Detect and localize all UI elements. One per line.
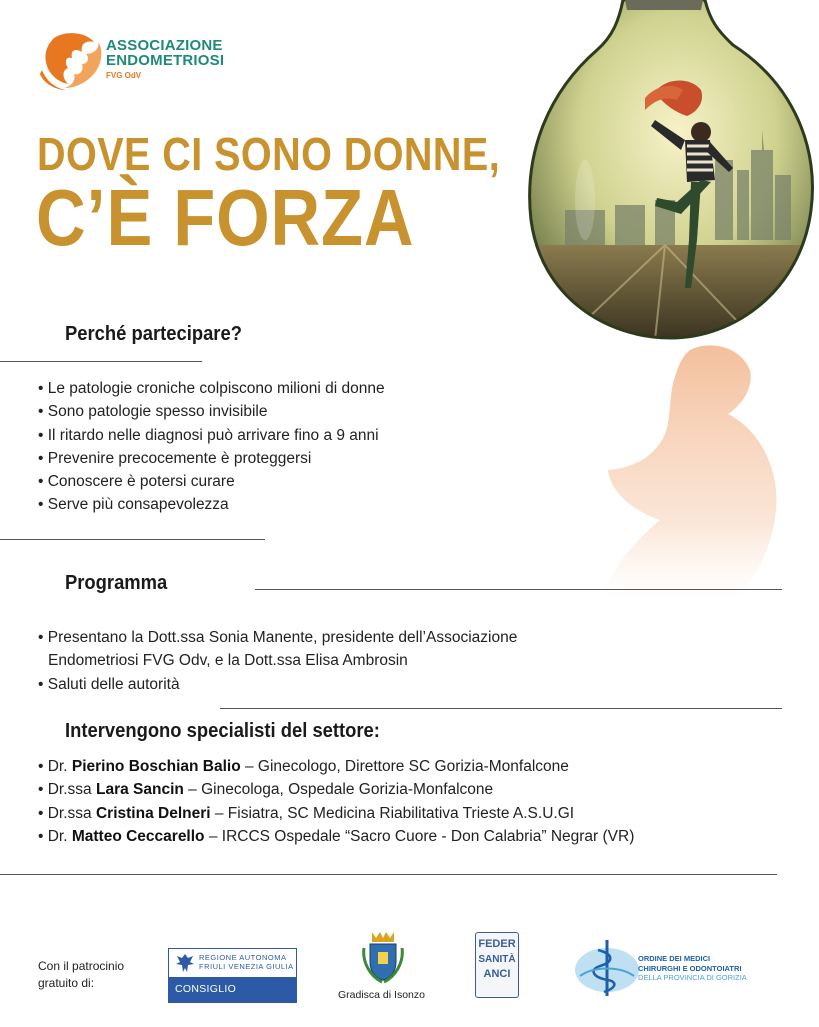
list-item: • Prevenire precocemente è proteggersi [38,447,385,470]
list-item: • Saluti delle autorità [38,673,517,696]
specialist-name: Matteo Ceccarello [71,827,205,845]
specialist-name: Cristina Delneri [95,804,211,822]
why-bottom-divider [0,539,265,540]
list-item: • Il ritardo nelle diagnosi può arrivare fino a 9 anni [38,424,385,447]
logo-line-1: ASSOCIAZIONE [106,37,223,54]
federsanita-line-2: SANITÀ [478,954,516,965]
specialist-prefix: Dr. [47,758,68,775]
list-item [38,825,634,848]
why-section-title: Perché partecipare? [65,323,242,345]
ordine-medici-gorizia-logo [574,936,774,998]
logo-line-3: FVG OdV [106,71,142,80]
why-title-divider [0,361,202,362]
list-item: • Serve più consapevolezza [38,493,385,516]
list-item: • Sono patologie spesso invisibile [38,400,385,423]
lightbulb-illustration [505,0,819,380]
patronage-line-1: Con il patrocinio [38,959,125,973]
federsanita-line-1: FEDER [478,938,516,950]
specialist-description: – Ginecologa, Ospedale Gorizia-Monfalcone [183,781,494,799]
list-item-continuation: Endometriosi FVG Odv, e la Dott.ssa Elisa Ambrosin [48,652,408,670]
specialist-description: – Ginecologo, Direttore SC Gorizia-Monfalcone [240,758,569,775]
association-logo-text [106,38,224,80]
gradisca-coat-of-arms-icon [360,928,406,984]
eagle-icon [175,952,195,974]
patronage-line-2: gratuito di: [38,976,95,990]
specialist-description: – IRCCS Ospedale “Sacro Cuore - Don Calabria” Negrar (VR) [204,827,635,845]
why-list [38,377,385,517]
specialist-name: Pierino Boschian Balio [71,758,241,775]
patronage-label [38,958,124,992]
fvg-regional-council-logo [168,948,297,1020]
fvg-line-1: REGIONE AUTONOMA [199,953,287,962]
specialists-section-title: Intervengono specialisti del settore: [65,720,380,742]
specialists-list [38,755,634,848]
headline-line-1: DOVE CI SONO DONNE, [37,128,501,180]
caduceus-icon [574,936,640,998]
list-item [38,755,634,778]
association-logo-icon [36,30,106,92]
list-item: • Presentano la Dott.ssa Sonia Manente, presidente dell’Associazione [38,626,517,649]
ordine-line-3: DELLA PROVINCIA DI GORIZIA [638,973,747,982]
ordine-line-2: CHIRURGHI E ODONTOIATRI [638,963,742,973]
program-list [38,626,517,696]
list-item [38,802,634,825]
program-section-title: Programma [65,572,168,594]
specialist-prefix: Dr.ssa [47,781,92,799]
list-item: • Le patologie croniche colpiscono milioni di donne [38,377,385,400]
specialist-description: – Fisiatra, SC Medicina Riabilitativa Trieste A.S.U.GI [210,804,575,822]
headline-line-2: C’È FORZA [36,173,415,262]
program-bottom-divider [220,708,782,709]
fvg-council-label: CONSIGLIO REGIONALE [169,977,296,1002]
federsanita-anci-logo [475,932,519,998]
specialists-bottom-divider [0,874,777,875]
list-item: • Conoscere è potersi curare [38,470,385,493]
gradisca-label: Gradisca di Isonzo [338,989,425,1001]
list-item [38,778,634,801]
fvg-text [199,953,294,971]
specialist-prefix: Dr. [47,827,68,845]
logo-line-2: ENDOMETRIOSI [106,52,225,69]
fvg-line-2: FRIULI VENEZIA GIULIA [199,962,294,971]
specialist-prefix: Dr.ssa [47,804,92,822]
specialist-name: Lara Sancin [95,781,184,799]
ordine-line-1: ORDINE DEI MEDICI [638,954,711,963]
program-title-divider [255,589,782,590]
federsanita-line-3: ANCI [483,968,511,980]
